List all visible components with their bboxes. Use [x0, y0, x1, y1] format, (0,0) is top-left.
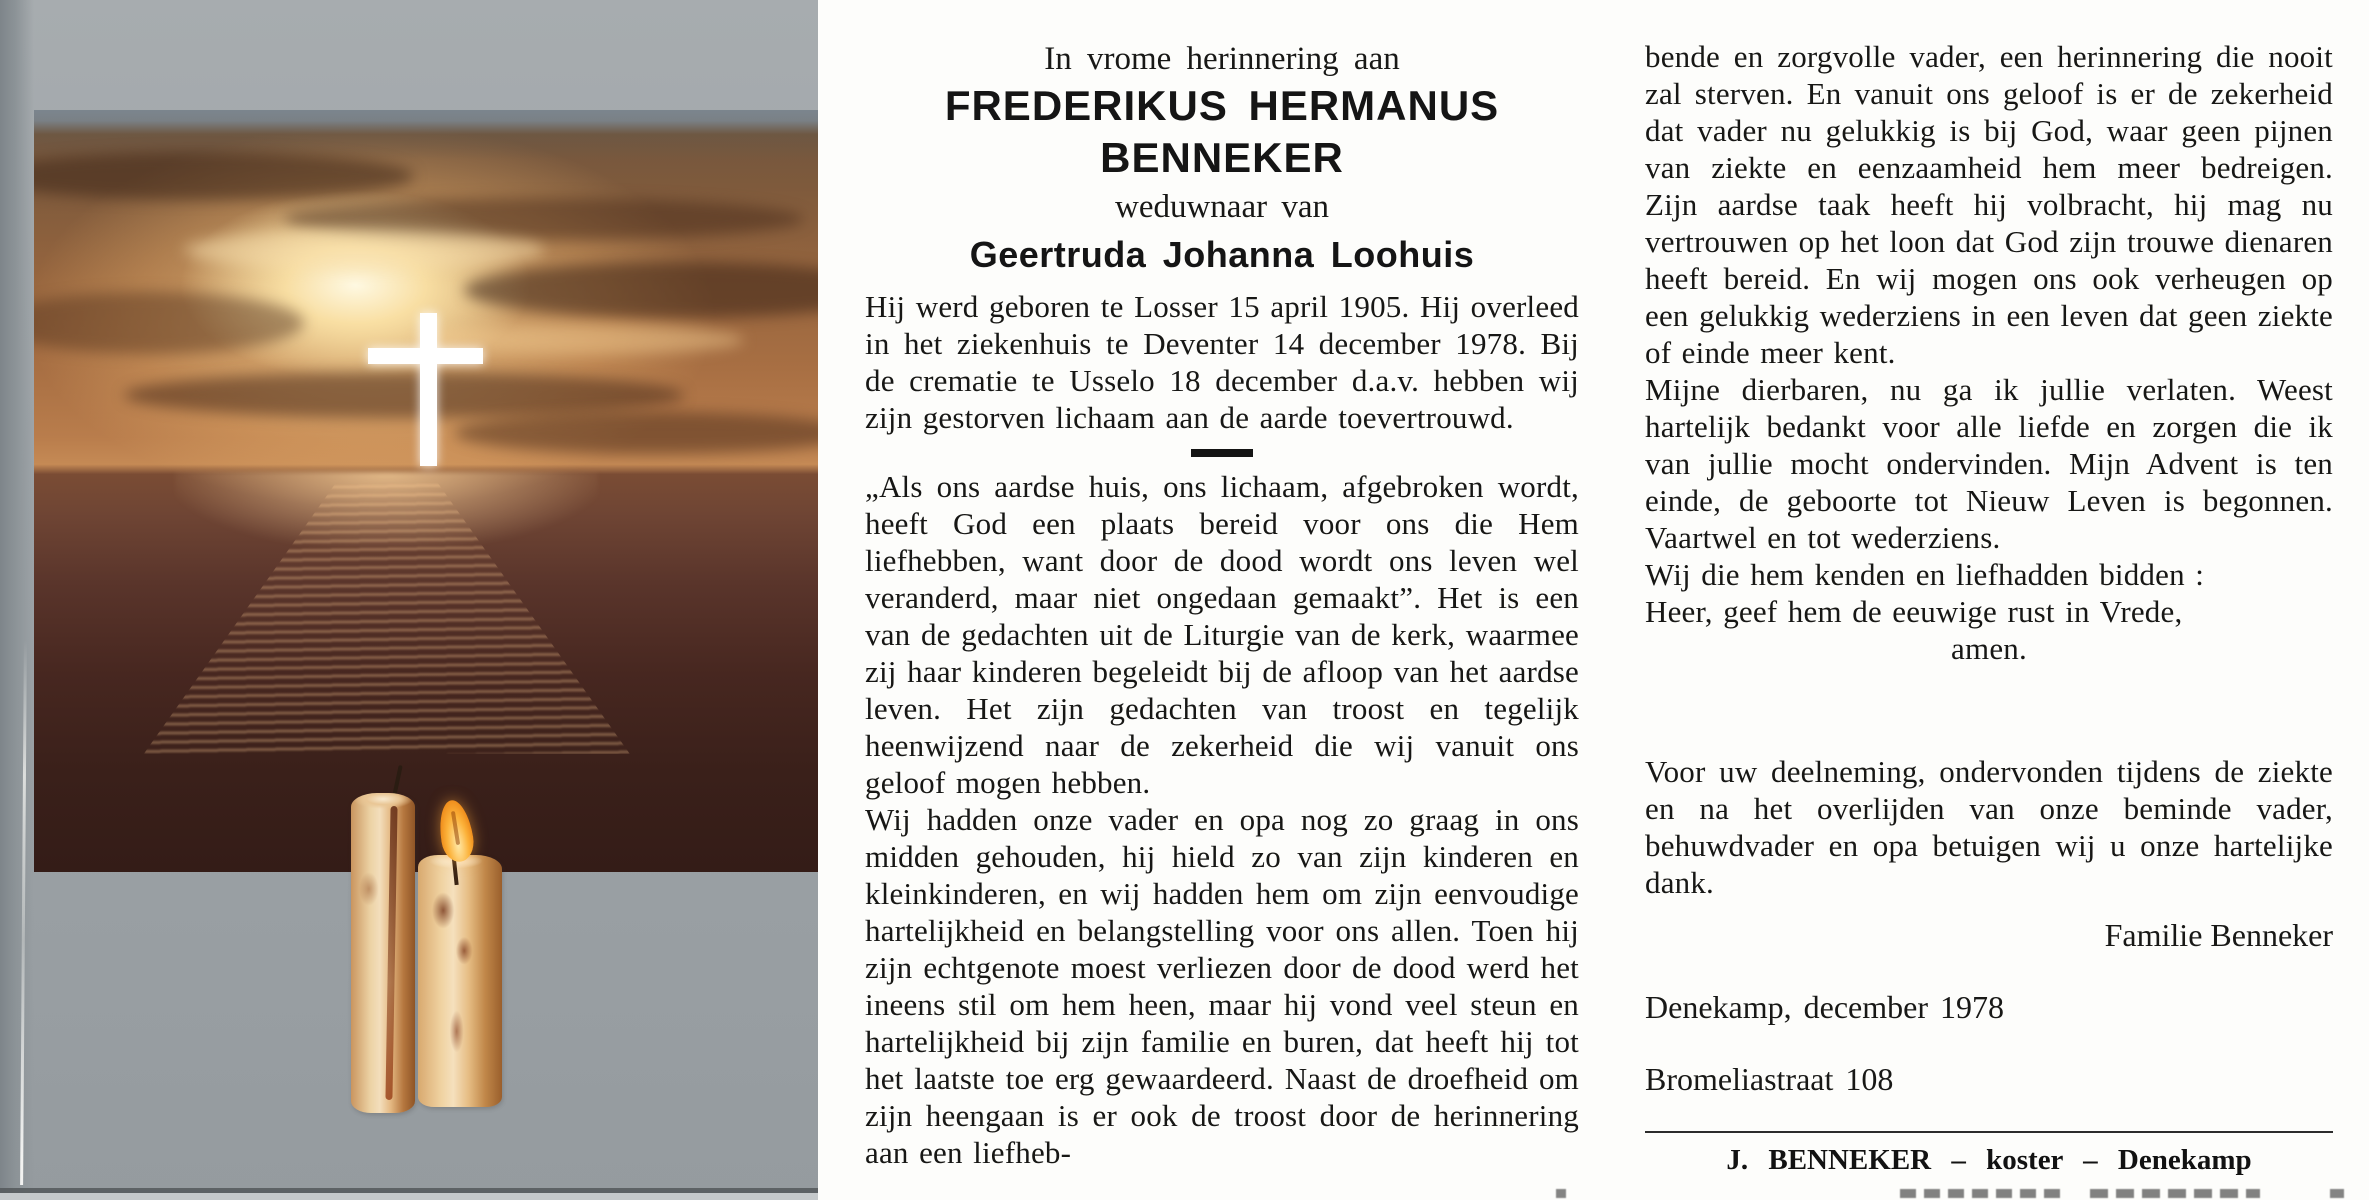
candle: [418, 855, 502, 1107]
farewell-paragraph: Mijne dierbaren, nu ga ik jullie verlaten. Weest hartelijk bedankt voor alle liefde en zorgen die ik van jullie mocht ondervinden. Mijn Advent is ten einde, de geboorte tot Nieuw Leven is begonnen. Vaartwel en tot wederziens.: [1645, 372, 2333, 555]
intro-line: In vrome herinnering aan: [1044, 41, 1400, 77]
cloud-streak: [124, 372, 684, 418]
print-bleed-fragment: [2090, 1189, 2260, 1198]
place-and-date: Denekamp, december 1978: [1645, 989, 2004, 1025]
family-signature: Familie Benneker: [2104, 917, 2333, 953]
prayer-line: Wij die hem kenden en liefhadden bidden :: [1645, 557, 2205, 592]
biography-paragraph: Hij werd geboren te Losser 15 april 1905. Hij overleed in het ziekenhuis te Deventer 14 december 1978. Bij de crematie te Usselo 18 december d.a.v. hebben wij zijn gestorven lichaam aan de aarde toevertrouwd.: [865, 289, 1579, 435]
printer-line: J. BENNEKER – koster – Denekamp: [1726, 1144, 2252, 1176]
deceased-name: FREDERIKUS HERMANUS BENNEKER: [944, 82, 1500, 181]
cross-icon: [420, 313, 437, 466]
amen-line: amen.: [1951, 631, 2027, 666]
card-front-panel: [0, 0, 818, 1200]
remembrance-paragraph: Wij hadden onze vader en opa nog zo graag in ons midden gehouden, hij hield zo van zijn kinderen en kleinkinderen, en wij hadden hem om zijn eenvoudige hartelijkheid en belangstelling voor ons allen. Toen hij zijn echtgenote moest verliezen door de dood werd het ineens stil om hem heen, maar hij vond veel steun en hartelijkheid bij zijn familie en buren, dat heeft hij tot het laatste toe erg gewaardeerd. Naast de droefheid om zijn heengaan is er ook de troost door de herinnering aan een liefheb-: [865, 802, 1579, 1170]
cloud-highlight: [184, 230, 544, 270]
cross-icon: [368, 348, 483, 364]
print-bleed-fragment: [2330, 1189, 2344, 1198]
cloud-streak: [34, 292, 304, 354]
relation-line: weduwnaar van: [1115, 189, 1329, 225]
memorial-text-column-left: [865, 38, 1579, 1171]
card-bottom-edge: [0, 1193, 818, 1200]
thanks-paragraph: Voor uw deelneming, ondervonden tijdens de ziekte en na het overlijden van onze beminde vader, behuwdvader en opa betuigen wij u onze hartelijke dank.: [1645, 754, 2333, 900]
prayer-line: Heer, geef hem de eeuwige rust in Vrede,: [1645, 594, 2183, 629]
burning-candles: [345, 755, 515, 1120]
liturgy-paragraph: „Als ons aardse huis, ons lichaam, afgebroken wordt, heeft God een plaats bereid voor ons die Hem liefhebben, want door de dood wordt ons leven wel veranderd, maar niet ongedaan gemaakt”. Het is een van de gedachten uit de Liturgie van de kerk, waarmee zij haar kinderen begeleidt bij de afloop van het aardse leven. Het zijn gedachten van troost en tegelijk heenwijzend naar de zekerheid die wij vanuit ons geloof mogen hebben.: [865, 469, 1579, 800]
cloud-streak: [34, 152, 414, 200]
memorial-text-column-right: [1645, 38, 2333, 1179]
cloud-streak: [464, 262, 818, 318]
print-bleed-fragment: [1556, 1189, 1566, 1198]
spouse-name: Geertruda Johanna Loohuis: [969, 234, 1475, 275]
address-line: Bromeliastraat 108: [1645, 1061, 1894, 1097]
section-divider: [1191, 449, 1253, 457]
print-bleed-fragment: [1900, 1189, 2060, 1198]
card-bottom-edge: [0, 1188, 818, 1193]
printer-rule: [1645, 1131, 2333, 1133]
cloud-streak: [454, 412, 818, 454]
card-spine-shadow: [0, 0, 34, 1200]
candle: [351, 793, 415, 1113]
remembrance-continued: bende en zorgvolle vader, een herinnering die nooit zal sterven. En vanuit ons geloof is er de zekerheid dat vader nu gelukkig is bij God, waar geen pijnen van ziekte en eenzaamheid hem meer bedreigen. Zijn aardse taak heeft hij volbracht, hij mag nu vertrouwen op het loon dat God zijn trouwe dienaren heeft bereid. En wij mogen ons ook verheugen op een gelukkig wederziens in een leven dat geen ziekte of einde meer kent.: [1645, 39, 2333, 370]
